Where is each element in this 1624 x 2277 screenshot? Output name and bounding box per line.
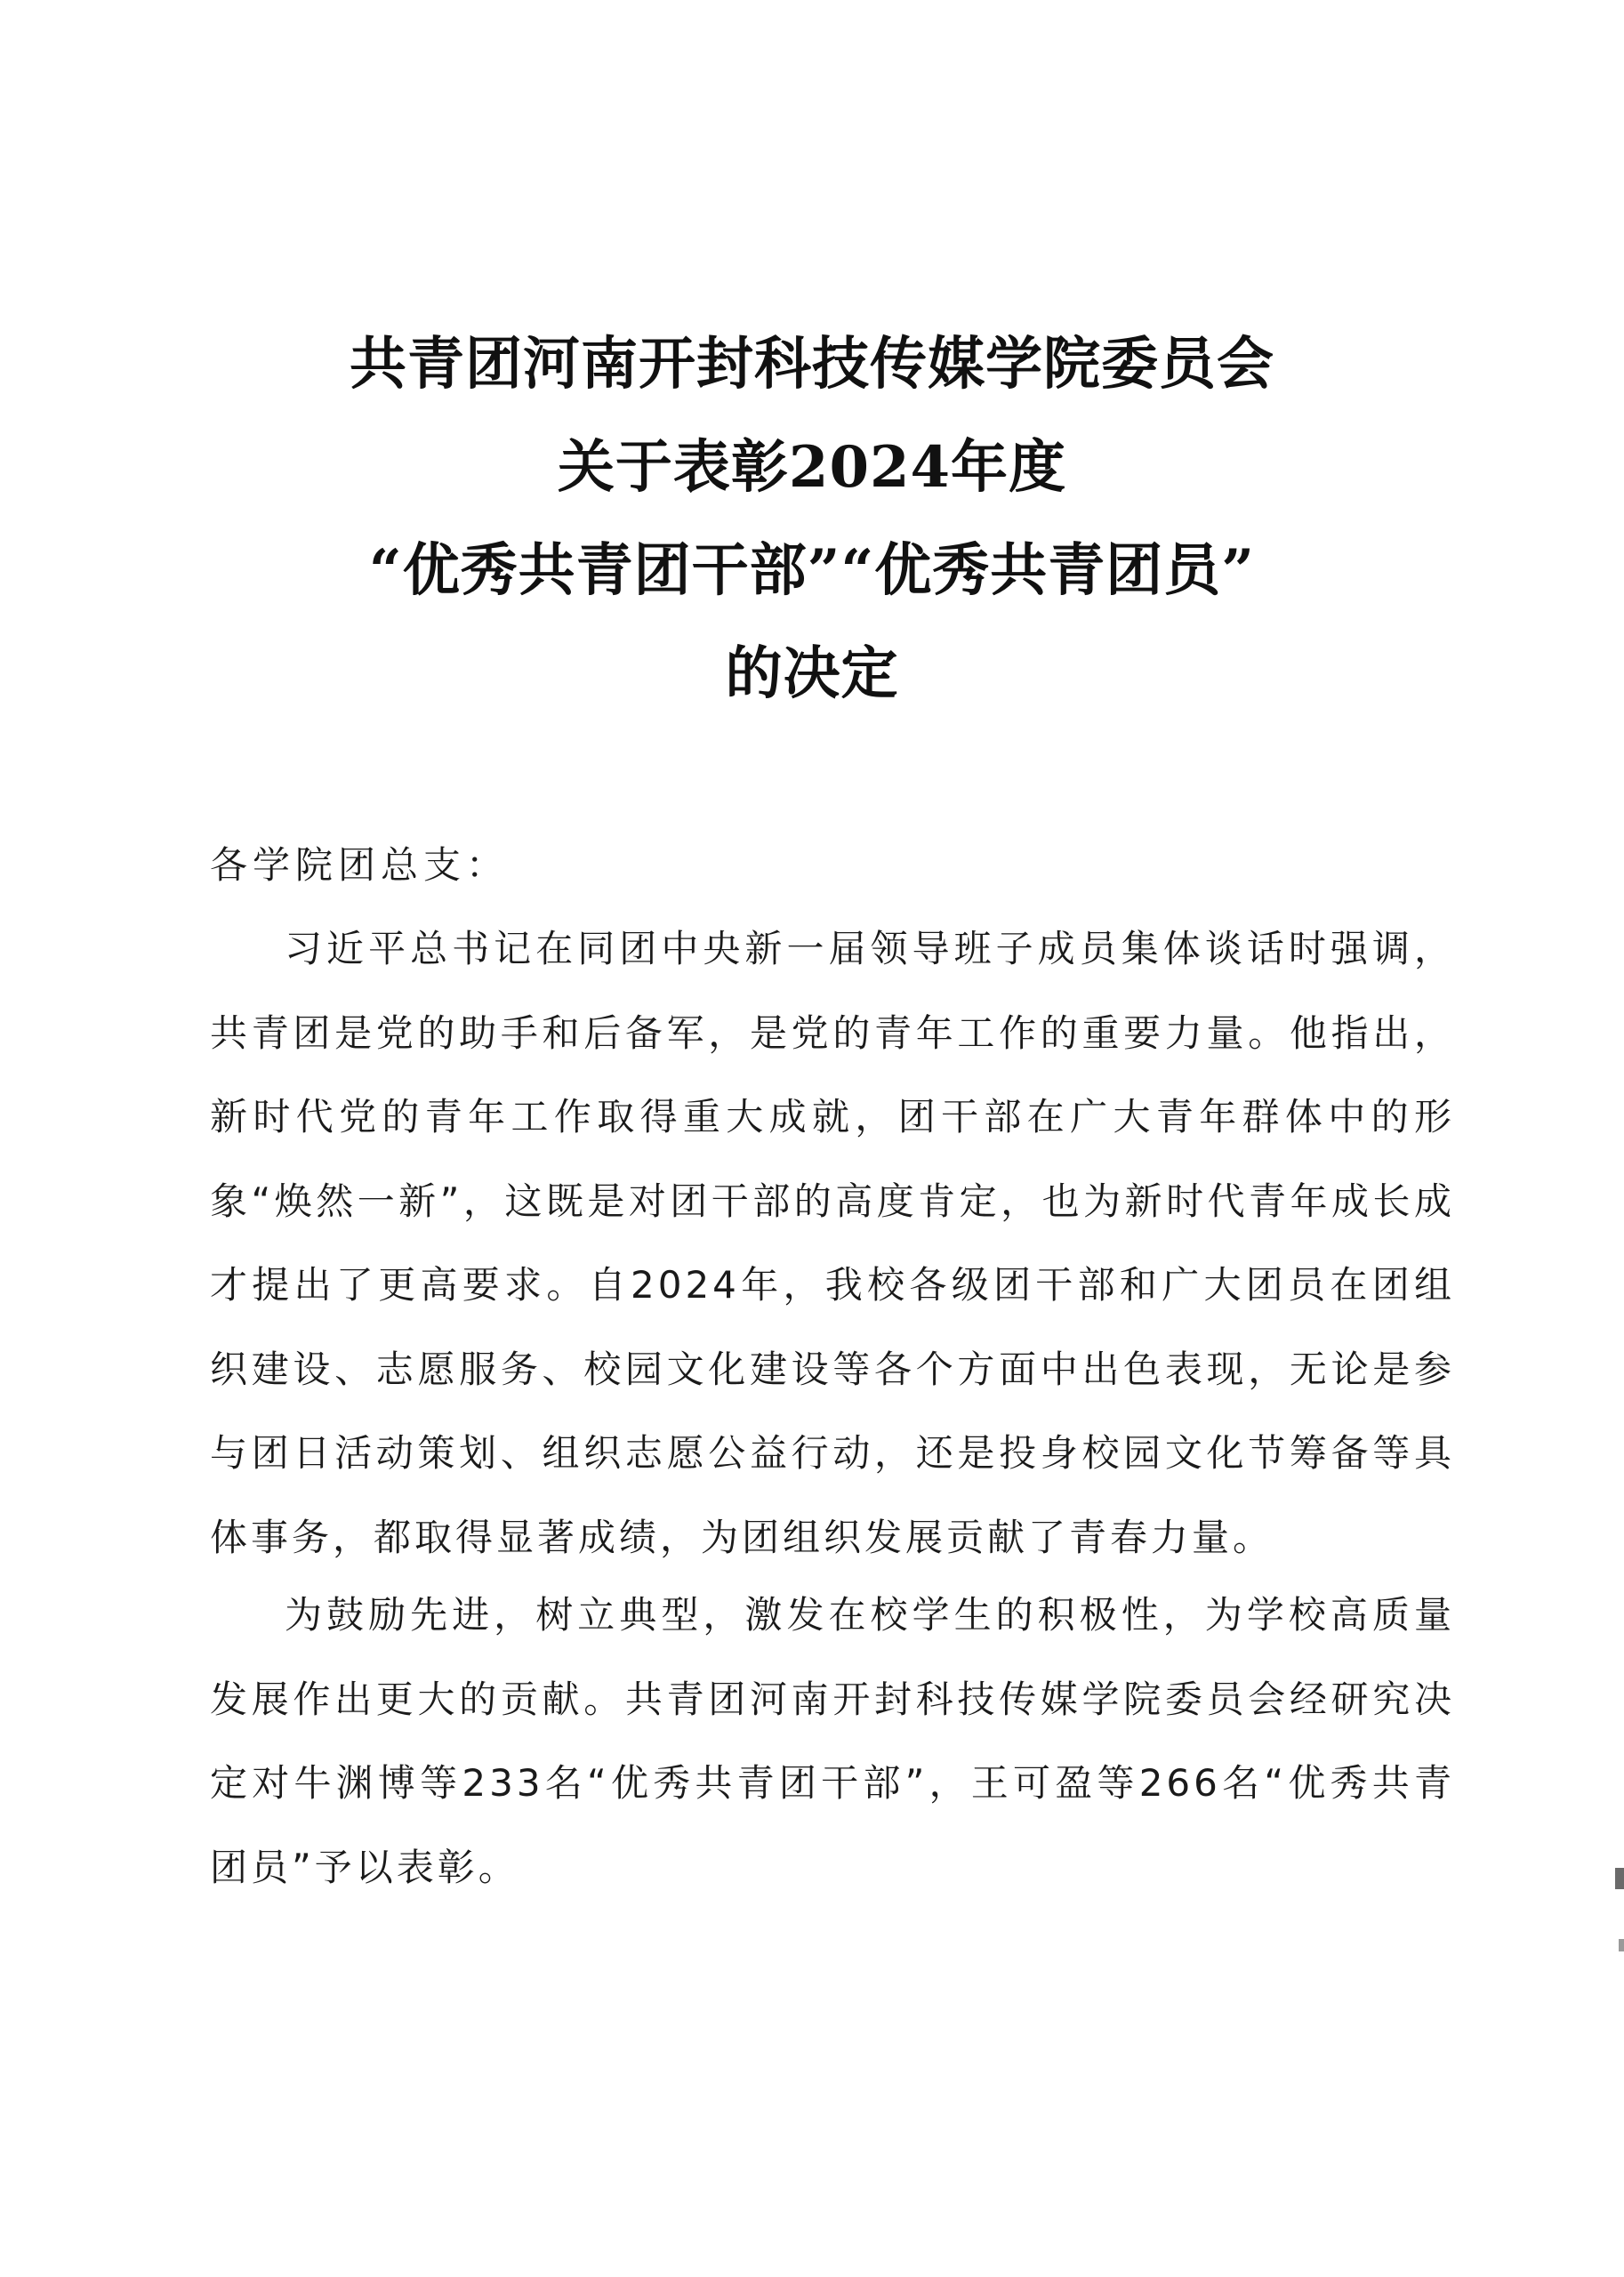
- title-line-3: “优秀共青团干部”“优秀共青团员”: [368, 537, 1256, 604]
- document-title: [0, 313, 1624, 726]
- title-line-2: 关于表彰2024年度: [557, 434, 1067, 501]
- paragraph-1: 习近平总书记在同团中央新一届领导班子成员集体谈话时强调，共青团是党的助手和后备军，是党的青年工作的重要力量。他指出，新时代党的青年工作取得重大成就，团干部在广大青年群体中的形象“焕然一新”，这既是对团干部的高度肯定，也为新时代青年成长成才提出了更高要求。自2024年，我校各级团干部和广大团员在团组织建设、志愿服务、校园文化建设等各个方面中出色表现，无论是参与团日活动策划、组织志愿公益行动，还是投身校园文化节筹备等具体事务，都取得显著成绩，为团组织发展贡献了青春力量。: [210, 927, 1455, 1559]
- title-line-4: 的决定: [725, 640, 899, 707]
- scan-edge-mark: [1615, 1868, 1624, 1889]
- scan-edge-mark-small: [1619, 1939, 1624, 1951]
- salutation: 各学院团总支：: [210, 843, 510, 887]
- paragraph-2: 为鼓励先进，树立典型，激发在校学生的积极性，为学校高质量发展作出更大的贡献。共青团河南开封科技传媒学院委员会经研究决定对牛渊博等233名“优秀共青团干部”，王可盈等266名“优秀共青团员”予以表彰。: [210, 1593, 1455, 1889]
- title-line-1: 共青团河南开封科技传媒学院委员会: [350, 331, 1274, 398]
